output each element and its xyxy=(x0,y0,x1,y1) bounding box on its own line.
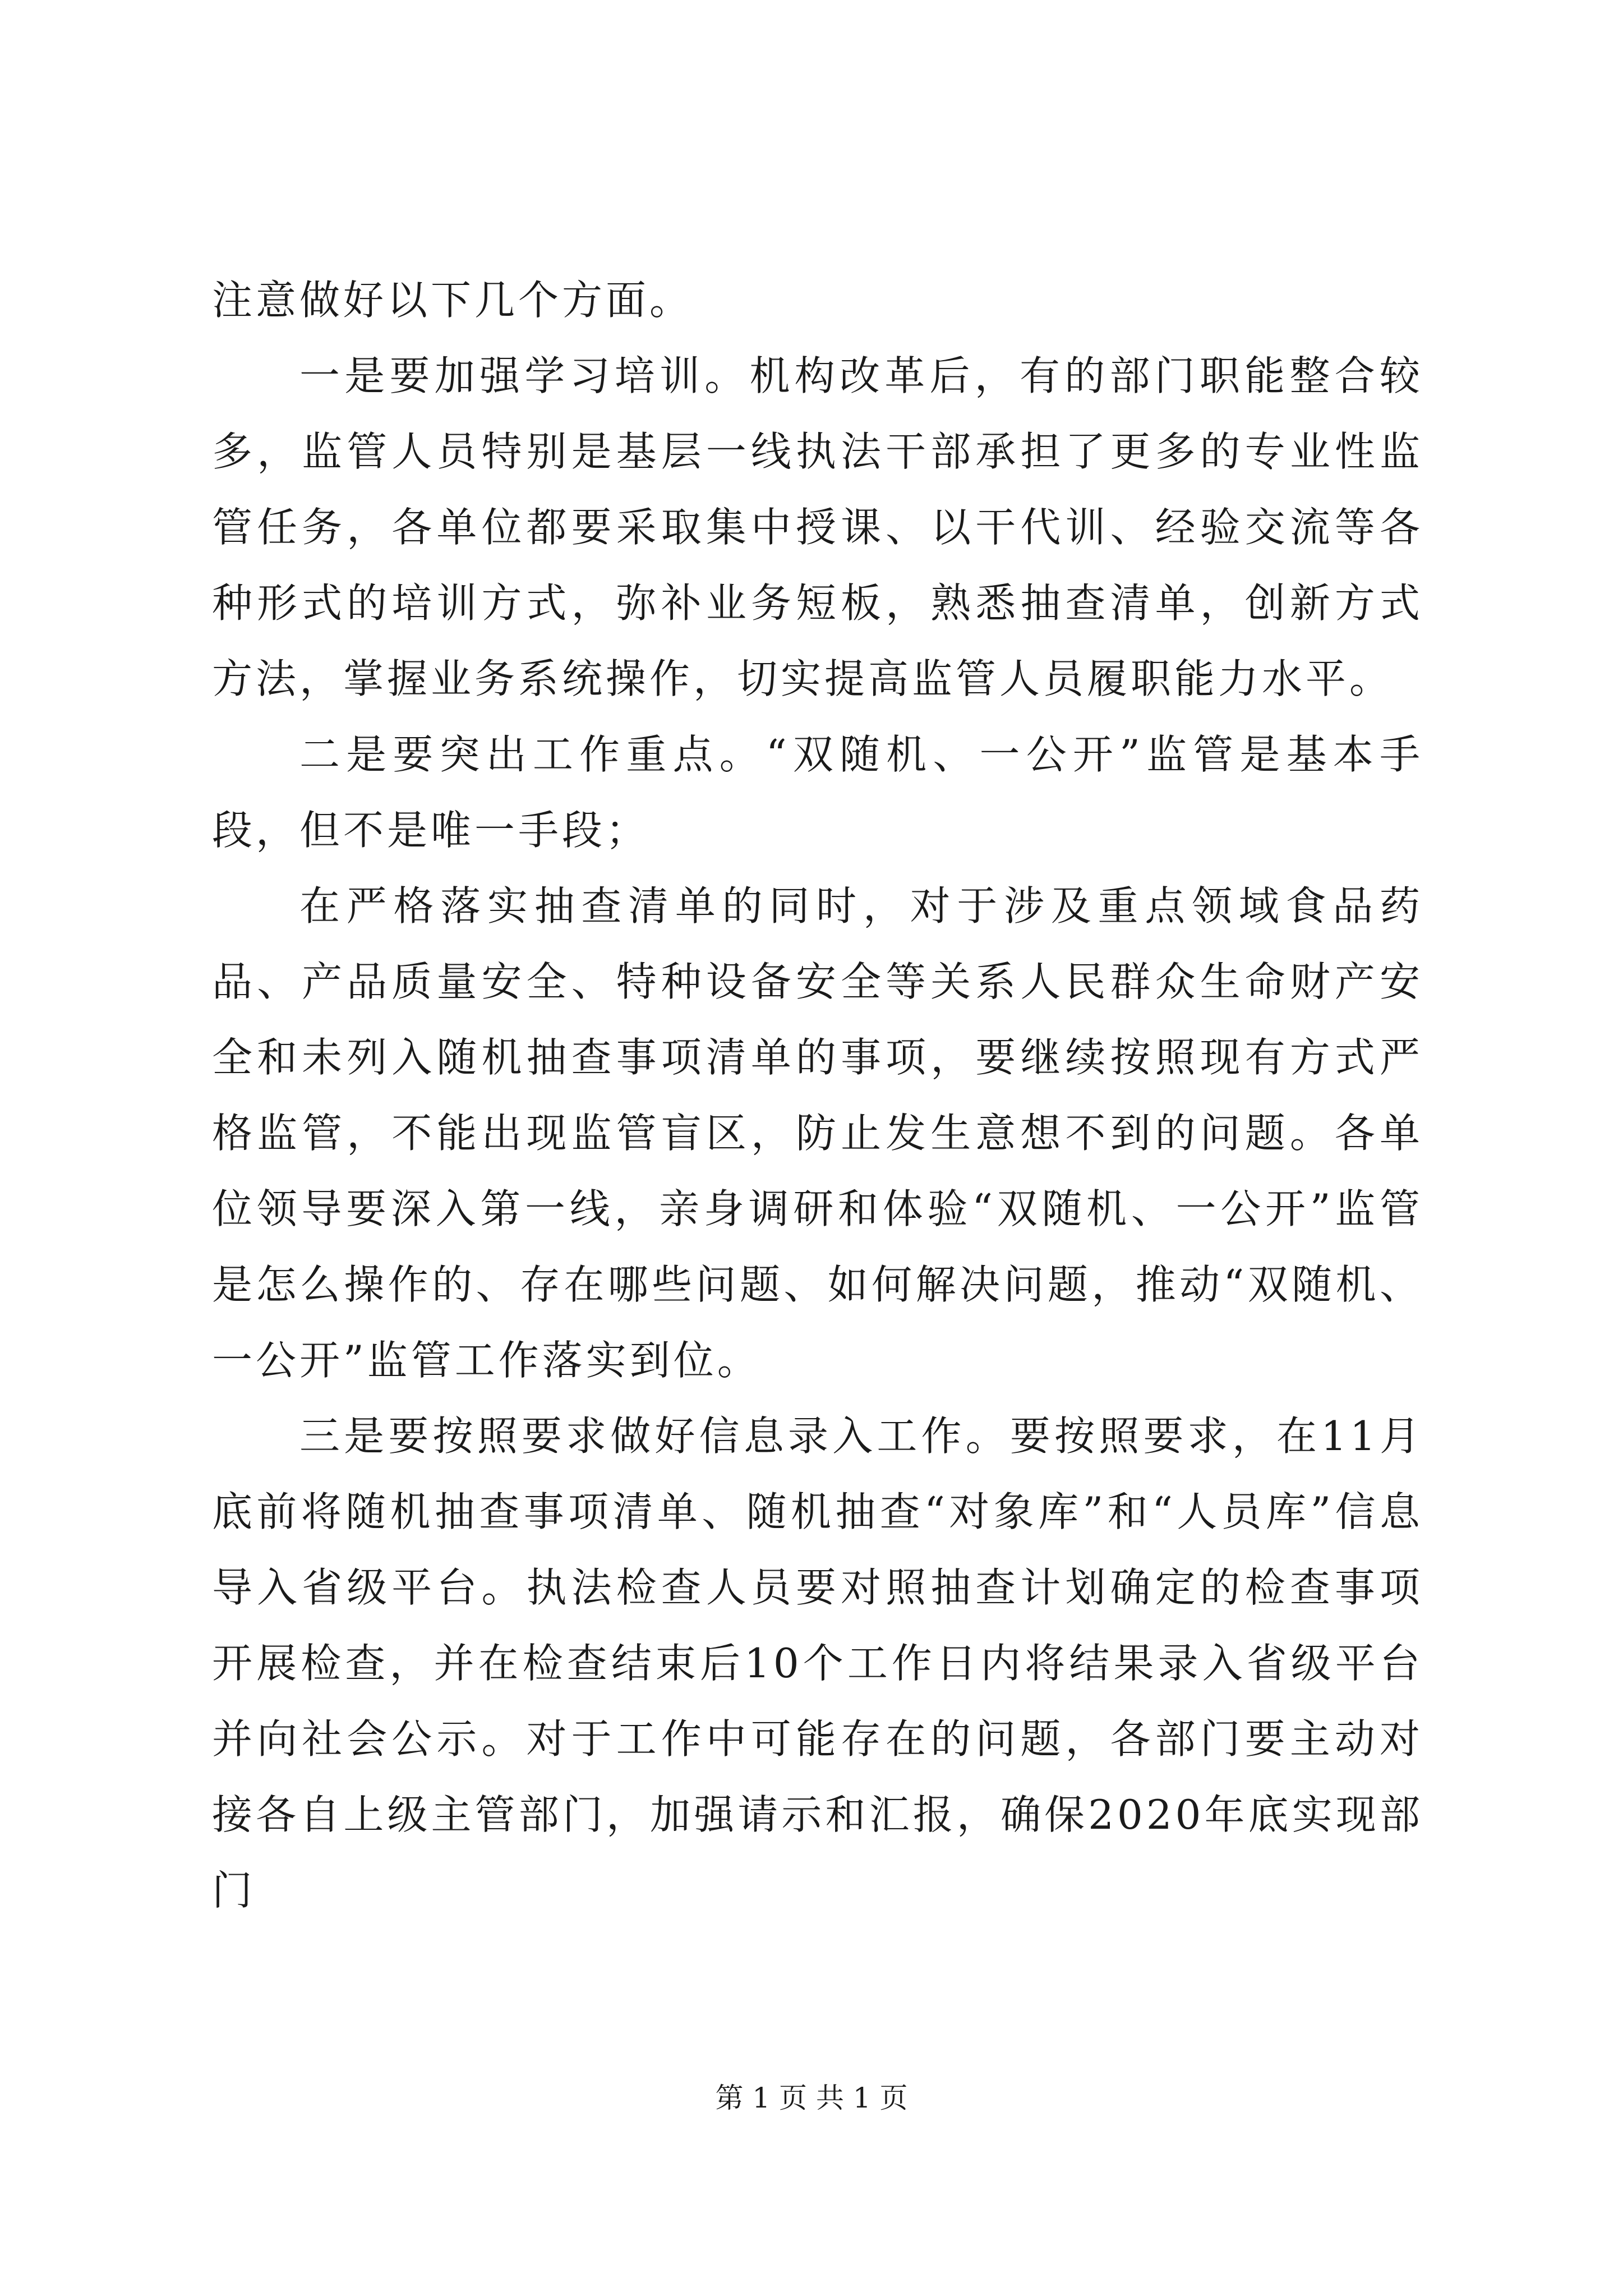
document-body xyxy=(212,263,1423,1929)
page-footer: 第 1 页 共 1 页 xyxy=(715,2082,908,2114)
paragraph-point-one: 一是要加强学习培训。机构改革后，有的部门职能整合较多，监管人员特别是基层一线执法干部承担了更多的专业性监管任务，各单位都要采取集中授课、以干代训、经验交流等各种形式的培训方式，弥补业务短板，熟悉抽查清单，创新方式方法，掌握业务系统操作，切实提高监管人员履职能力水平。 xyxy=(212,352,1423,702)
paragraph-intro: 注意做好以下几个方面。 xyxy=(212,277,694,324)
paragraph-point-three: 三是要按照要求做好信息录入工作。要按照要求，在11月底前将随机抽查事项清单、随机抽查“对象库”和“人员库”信息导入省级平台。执法检查人员要对照抽查计划确定的检查事项开展检查，并在检查结束后10个工作日内将结果录入省级平台并向社会公示。对于工作中可能存在的问题，各部门要主动对接各自上级主管部门，加强请示和汇报，确保2020年底实现部门 xyxy=(212,1412,1423,1914)
paragraph-point-two-detail: 在严格落实抽查清单的同时，对于涉及重点领域食品药品、产品质量安全、特种设备安全等关系人民群众生命财产安全和未列入随机抽查事项清单的事项，要继续按照现有方式严格监管，不能出现监管盲区，防止发生意想不到的问题。各单位领导要深入第一线，亲身调研和体验“双随机、一公开”监管是怎么操作的、存在哪些问题、如何解决问题，推动“双随机、一公开”监管工作落实到位。 xyxy=(212,882,1423,1384)
paragraph-point-two: 二是要突出工作重点。“双随机、一公开”监管是基本手段，但不是唯一手段； xyxy=(212,731,1423,854)
